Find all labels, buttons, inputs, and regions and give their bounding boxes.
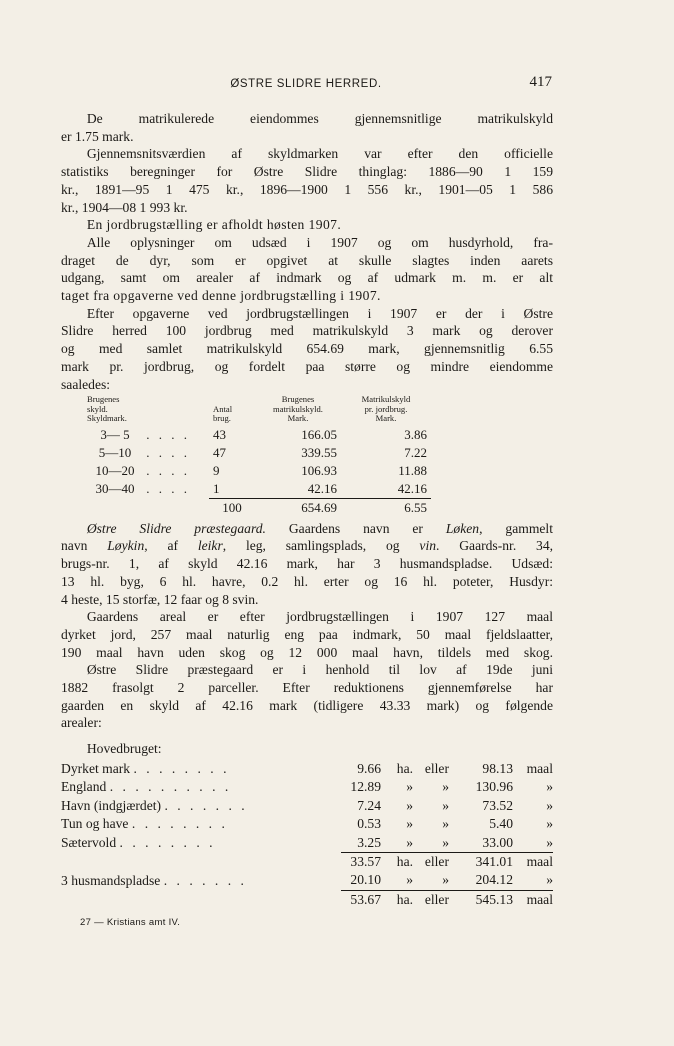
cell-label bbox=[61, 760, 341, 778]
text-line: gaarden en skyld af 42.16 mark (tidligere 43.33 mark) og følgende bbox=[61, 697, 553, 713]
areas-heading: Hovedbruget: bbox=[86, 741, 162, 757]
total-hectares: 53.67 bbox=[341, 890, 381, 909]
subtotal-maal: 341.01 bbox=[449, 852, 513, 871]
text-line: arealer: bbox=[61, 715, 102, 731]
cell-or: eller bbox=[413, 890, 449, 909]
cell-per-farm: 11.88 bbox=[398, 462, 427, 478]
text-line: kr., 1904—08 1 993 kr. bbox=[61, 199, 188, 215]
text-line: Efter opgaverne ved jordbrugstællingen i 1907 er der i Østre bbox=[86, 305, 553, 321]
cell-hectares: 7.24 bbox=[357, 797, 381, 813]
page-number: 417 bbox=[529, 74, 552, 90]
leader-dots: . . . . . . . bbox=[163, 872, 247, 888]
header-line: Matrikulskyld bbox=[361, 394, 411, 405]
leader-dots: . . . . . . . . bbox=[119, 834, 216, 850]
cell-maal: 73.52 bbox=[482, 797, 513, 813]
cell-hectares: 3.25 bbox=[357, 834, 381, 850]
text-line: udgang, samt om arealer af indmark og af udmark m. m. er alt bbox=[61, 270, 553, 286]
cell-or: » bbox=[442, 816, 449, 832]
text-line: statistiks beregninger for Østre Slidre thinglag: 1886—90 1 159 bbox=[61, 164, 553, 180]
table-row bbox=[61, 778, 553, 796]
areas-table bbox=[61, 760, 553, 909]
cell-or: » bbox=[442, 779, 449, 795]
leader-dots: . . . . . . . . bbox=[131, 816, 228, 832]
header-line: matrikulskyld. bbox=[273, 403, 323, 414]
text-line: Gaardens areal er efter jordbrugstællingen i 1907 127 maal bbox=[86, 609, 553, 625]
leader-dots: . . . . bbox=[146, 444, 190, 460]
table-row bbox=[83, 462, 431, 480]
row-label: Tun og have bbox=[61, 816, 129, 832]
cell-unit: ha. bbox=[396, 760, 413, 776]
header-line: Brugenes bbox=[281, 394, 315, 405]
text-line: saaledes: bbox=[61, 376, 111, 392]
header-line: Mark. bbox=[287, 413, 309, 424]
paragraph-4 bbox=[61, 234, 553, 305]
text-line: 190 maal havn uden skog og 12 000 maal havn, tildels med skog. bbox=[61, 644, 553, 660]
cell-label bbox=[61, 871, 341, 890]
paragraph-3 bbox=[61, 216, 553, 234]
text-line: 1882 frasolgt 2 parceller. Efter reduktionens gjennemførelse har bbox=[61, 680, 553, 696]
cell-skyld: 166.05 bbox=[301, 426, 337, 442]
cell-unit: maal bbox=[513, 890, 553, 909]
table-row bbox=[83, 480, 431, 499]
cell-empty bbox=[61, 852, 341, 871]
range-value: 5—10 bbox=[98, 444, 132, 460]
leader-dots: . . . . bbox=[146, 481, 190, 496]
etymology-word: vin bbox=[419, 538, 437, 554]
farm-name: Løken bbox=[445, 520, 480, 536]
text-line: draget de dyr, som er opgivet at skulle slagtes inden aarets bbox=[61, 252, 553, 268]
subtotal-hectares: 33.57 bbox=[341, 852, 381, 871]
cell-hectares: 20.10 bbox=[350, 872, 381, 888]
total-per-farm: 6.55 bbox=[341, 498, 431, 517]
column-header-count bbox=[209, 395, 255, 426]
text-line: 13 hl. byg, 6 hl. havre, 0.2 hl. erter og 16 hl. poteter, Husdyr: bbox=[61, 573, 553, 589]
cell-skyld: 339.55 bbox=[301, 444, 337, 460]
cell-label bbox=[61, 815, 341, 833]
total-count: 100 bbox=[209, 498, 255, 517]
cell-range bbox=[83, 462, 209, 480]
column-header-range bbox=[83, 395, 209, 426]
header-line: pr. jordbrug. bbox=[364, 403, 408, 414]
leader-dots: . . . . . . . . bbox=[133, 760, 230, 776]
cell-empty bbox=[83, 498, 209, 517]
cell-or: » bbox=[442, 872, 449, 888]
paragraph-1 bbox=[61, 110, 553, 145]
row-label: Havn (indgjærdet) bbox=[61, 797, 162, 813]
cell-range bbox=[83, 426, 209, 444]
text-line: 4 heste, 15 storfæ, 12 faar og 8 svin. bbox=[61, 591, 259, 607]
text-fragment: navn bbox=[61, 538, 88, 554]
etymology-word: leikr bbox=[197, 538, 223, 554]
subtotal-row bbox=[61, 852, 553, 871]
text-line: Alle oplysninger om udsæd i 1907 og om husdyrhold, fra- bbox=[86, 234, 553, 250]
header-line: Mark. bbox=[375, 413, 397, 424]
cell-or: » bbox=[442, 797, 449, 813]
text-fragment: , leg, samlingsplads, og bbox=[222, 538, 400, 554]
cell-range bbox=[83, 480, 209, 499]
cell-skyld: 106.93 bbox=[301, 462, 337, 478]
table-row bbox=[61, 797, 553, 815]
cell-hectares: 0.53 bbox=[357, 816, 381, 832]
text-fragment: . Gaards-nr. 34, bbox=[436, 538, 554, 554]
table-total-row bbox=[83, 498, 431, 517]
cell-count: 43 bbox=[213, 426, 226, 442]
cell-or: eller bbox=[424, 760, 449, 776]
text-line: Østre Slidre præstegaard er i henhold til lov af 19de juni bbox=[86, 662, 553, 678]
table-row bbox=[83, 426, 431, 444]
cell-unit: » bbox=[406, 834, 413, 850]
header-line: skyld. bbox=[87, 403, 108, 414]
cell-maal: 98.13 bbox=[482, 760, 513, 776]
text-line: mark pr. jordbrug, og fordelt paa større og mindre eiendomme bbox=[61, 358, 553, 374]
cell-per-farm: 3.86 bbox=[404, 426, 427, 442]
header-line: Skyldmark. bbox=[87, 413, 127, 424]
row-label: 3 husmandspladse bbox=[61, 872, 161, 888]
text-line: Gjennemsnitsværdien af skyldmarken var efter den officielle bbox=[86, 146, 553, 162]
table-row bbox=[61, 760, 553, 778]
text-fragment: , gammelt bbox=[479, 520, 553, 536]
cell-maal: 5.40 bbox=[489, 816, 513, 832]
text-line: taget fra opgaverne ved denne jordbrugstælling i 1907. bbox=[61, 288, 381, 304]
cell-or: eller bbox=[413, 852, 449, 871]
farm-paragraph-1 bbox=[61, 520, 553, 609]
text-line bbox=[61, 520, 553, 538]
table-header-row bbox=[83, 395, 431, 426]
text-line: og med samlet matrikulskyld 654.69 mark, gjennemsnitlig 6.55 bbox=[61, 341, 553, 357]
leader-dots: . . . . . . . bbox=[164, 797, 248, 813]
cell-unit: ha. bbox=[381, 852, 413, 871]
table-row bbox=[83, 444, 431, 462]
cell-range bbox=[83, 444, 209, 462]
cell-unit: maal bbox=[513, 852, 553, 871]
range-value: 30—40 bbox=[95, 481, 135, 496]
page-body bbox=[61, 110, 553, 909]
page-header bbox=[60, 74, 552, 94]
header-line: Antal bbox=[213, 403, 233, 414]
farm-title: Østre Slidre præstegaard. bbox=[86, 520, 266, 536]
row-label: England bbox=[61, 779, 107, 795]
row-label: Dyrket mark bbox=[61, 760, 131, 776]
table-row bbox=[61, 871, 553, 890]
paragraph-5 bbox=[61, 305, 553, 394]
text-line: En jordbrugstælling er afholdt høsten 1907. bbox=[86, 217, 342, 233]
leader-dots: . . . . bbox=[146, 426, 190, 442]
cell-count: 9 bbox=[213, 462, 220, 478]
text-line: er 1.75 mark. bbox=[61, 128, 134, 144]
cell-unit: » bbox=[546, 834, 553, 850]
cell-unit: » bbox=[546, 872, 553, 888]
total-skyld: 654.69 bbox=[255, 498, 341, 517]
cell-empty bbox=[61, 890, 341, 909]
old-farm-name: Løykin bbox=[107, 538, 145, 554]
text-fragment: , af bbox=[144, 538, 179, 554]
column-header-skyld bbox=[255, 395, 341, 426]
cell-unit: » bbox=[546, 797, 553, 813]
cell-unit: » bbox=[406, 797, 413, 813]
cell-hectares: 12.89 bbox=[350, 779, 381, 795]
farm-paragraph-3 bbox=[61, 661, 553, 732]
cell-unit: ha. bbox=[381, 890, 413, 909]
header-line: Brugenes bbox=[87, 394, 120, 405]
cell-or: » bbox=[442, 834, 449, 850]
text-line: De matrikulerede eiendommes gjennemsnitlige matrikulskyld bbox=[86, 111, 553, 126]
range-value: 10—20 bbox=[95, 462, 135, 478]
table-row bbox=[61, 815, 553, 833]
cell-unit: » bbox=[546, 816, 553, 832]
text-line: brugs-nr. 1, af skyld 42.16 mark, har 3 husmandspladse. Udsæd: bbox=[61, 556, 553, 572]
printer-signature: 27 — Kristians amt IV. bbox=[80, 917, 181, 928]
range-value: 3— 5 bbox=[100, 426, 130, 442]
column-header-per-farm bbox=[341, 395, 431, 426]
running-title: ØSTRE SLIDRE HERRED. bbox=[230, 78, 382, 90]
cell-per-farm: 7.22 bbox=[404, 444, 427, 460]
cell-unit: » bbox=[546, 779, 553, 795]
text-fragment: Gaardens navn er bbox=[288, 520, 423, 536]
cell-count: 47 bbox=[213, 444, 226, 460]
text-line bbox=[61, 537, 553, 555]
cell-unit: » bbox=[406, 779, 413, 795]
cell-unit: » bbox=[406, 872, 413, 888]
cell-per-farm: 42.16 bbox=[397, 480, 427, 496]
table-row bbox=[61, 834, 553, 853]
cell-hectares: 9.66 bbox=[357, 760, 381, 776]
cell-label bbox=[61, 778, 341, 796]
leader-dots: . . . . . . . . . . bbox=[109, 779, 232, 795]
cell-skyld: 42.16 bbox=[307, 480, 337, 496]
text-line: kr., 1891—95 1 475 kr., 1896—1900 1 556 kr., 1901—05 1 586 bbox=[61, 181, 553, 197]
text-line: Slidre herred 100 jordbrug med matrikulskyld 3 mark og derover bbox=[61, 323, 553, 339]
total-maal: 545.13 bbox=[449, 890, 513, 909]
total-row bbox=[61, 890, 553, 909]
cell-maal: 130.96 bbox=[475, 779, 513, 795]
cell-label bbox=[61, 834, 341, 853]
header-line: brug. bbox=[213, 413, 231, 424]
leader-dots: . . . . bbox=[146, 462, 190, 478]
row-label: Sætervold bbox=[61, 834, 117, 850]
cell-count: 1 bbox=[213, 480, 220, 496]
cell-unit: maal bbox=[526, 760, 553, 776]
cell-unit: » bbox=[406, 816, 413, 832]
farm-paragraph-2 bbox=[61, 608, 553, 661]
cell-maal: 33.00 bbox=[482, 834, 513, 850]
paragraph-2 bbox=[61, 145, 553, 216]
text-line: dyrket jord, 257 maal naturlig eng paa indmark, 50 maal fjeldslaatter, bbox=[61, 626, 553, 642]
cell-maal: 204.12 bbox=[475, 872, 513, 888]
cell-label bbox=[61, 797, 341, 815]
distribution-table bbox=[83, 395, 431, 517]
